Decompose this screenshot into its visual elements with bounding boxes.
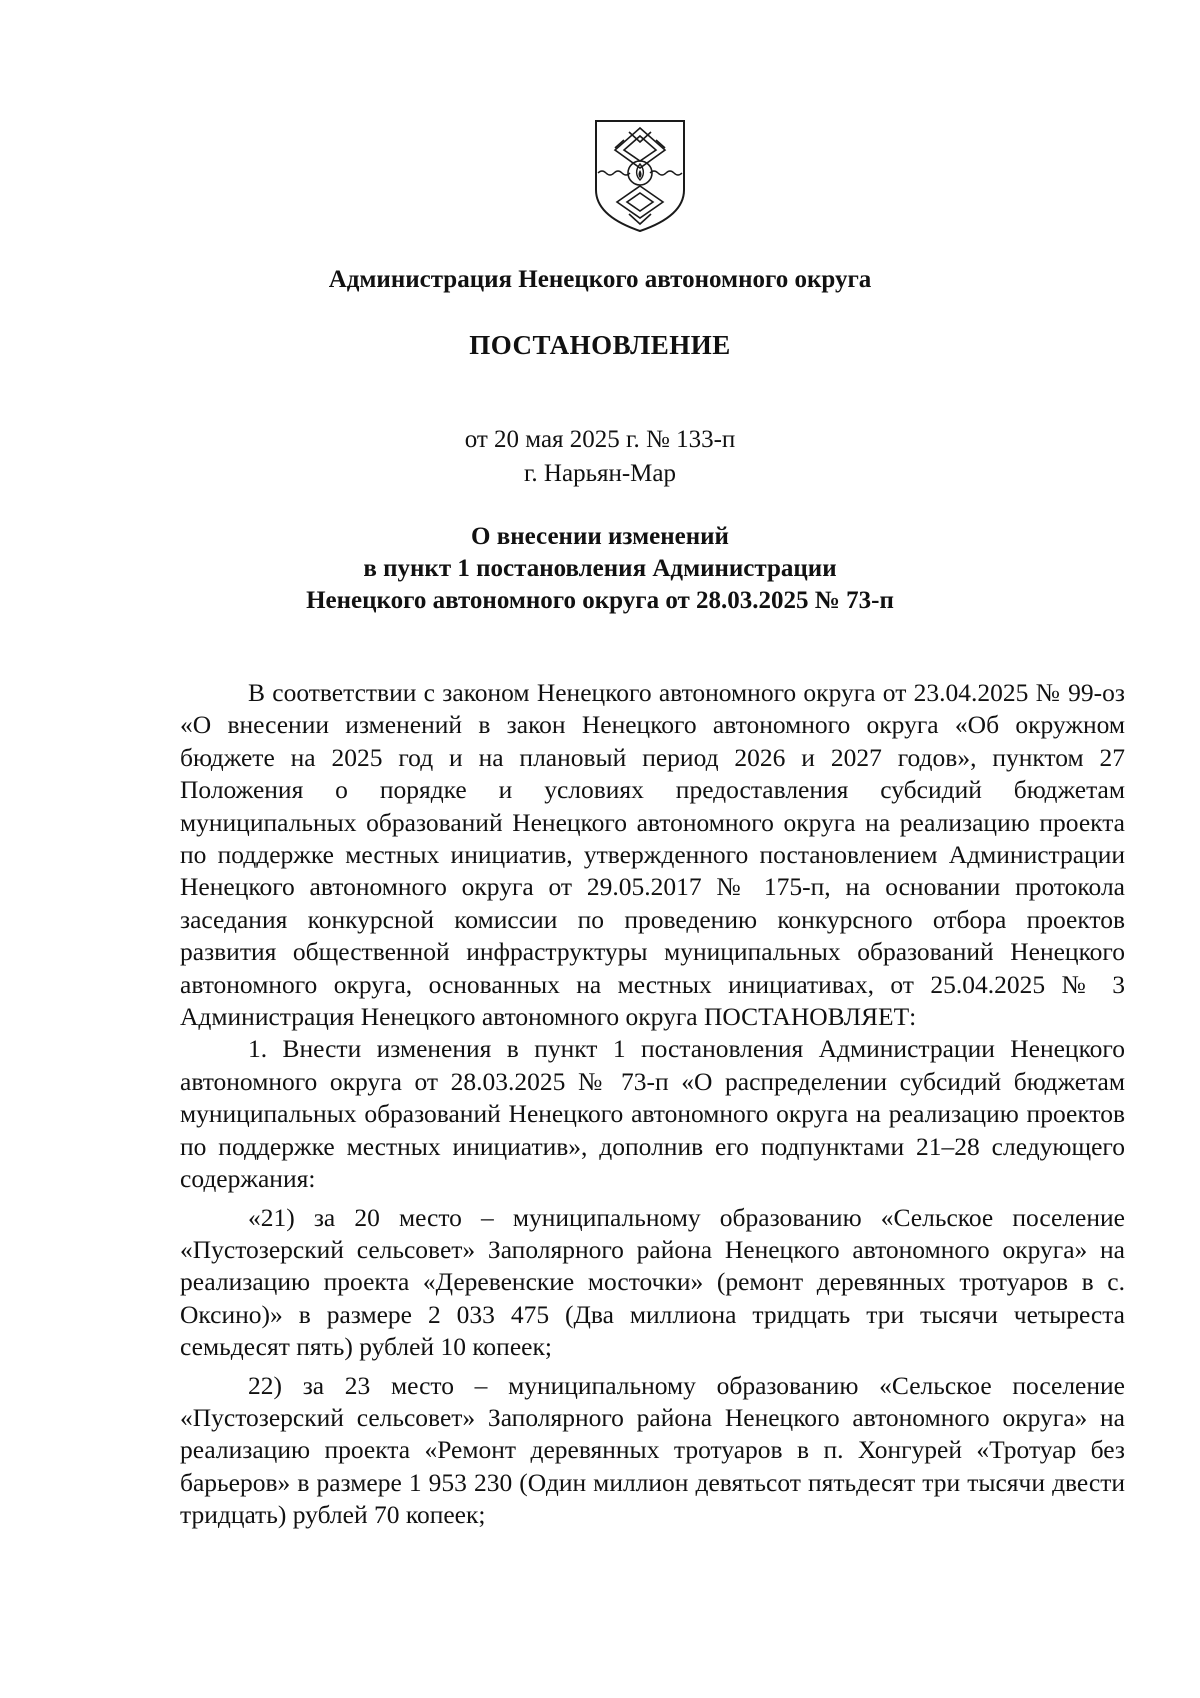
document-city: г. Нарьян-Мар: [523, 460, 676, 487]
title-line-3: Ненецкого автономного округа от 28.03.2025 № 73-п: [306, 587, 894, 614]
coat-of-arms-icon: [593, 118, 687, 234]
item-1-paragraph: 1. Внести изменения в пункт 1 постановления Администрации Ненецкого автономного округа от 28.03.2025 № 73-п «О распределении субсидий бюджетам муниципальных образований Ненецкого автономного округа на реализацию проектов по поддержке местных инициатив», дополнив его подпунктами 21–28 следующего содержания:: [180, 1034, 1125, 1194]
document-date-number: от 20 мая 2025 г. № 133-п: [464, 426, 736, 453]
subitem-21-paragraph: «21) за 20 место – муниципальному образованию «Сельское поселение «Пустозерский сельсовет» Заполярного района Ненецкого автономного округа» на реализацию проекта «Деревенские мосточки» (ремонт деревянных тротуаров в с. Оксино)» в размере 2 033 475 (Два миллиона тридцать три тысячи четыреста семьдесят пять) рублей 10 копеек;: [180, 1202, 1125, 1362]
title-line-1: О внесении изменений: [471, 523, 729, 550]
document-title: [0, 521, 1200, 617]
preamble-paragraph: В соответствии с законом Ненецкого автономного округа от 23.04.2025 № 99-оз «О внесении изменений в закон Ненецкого автономного округа «Об окружном бюджете на 2025 год и на плановый период 2026 и 2027 годов», пунктом 27 Положения о порядке и условиях предоставления субсидий бюджетам муниципальных образований Ненецкого автономного округа на реализацию проекта по поддержке местных инициатив, утвержденного постановлением Администрации Ненецкого автономного округа от 29.05.2017 № 175-п, на основании протокола заседания конкурсной комиссии по проведению конкурсного отбора проектов развития общественной инфраструктуры муниципальных образований Ненецкого автономного округа, основанных на местных инициативах, от 25.04.2025 № 3 Администрация Ненецкого автономного округа ПОСТАНОВЛЯЕТ:: [180, 678, 1125, 1032]
organization-name: Администрация Ненецкого автономного округа: [328, 266, 872, 293]
subitem-22-paragraph: 22) за 23 место – муниципальному образованию «Сельское поселение «Пустозерский сельсовет» Заполярного района Ненецкого автономного округа» на реализацию проекта «Ремонт деревянных тротуаров в п. Хонгурей «Тротуар без барьеров» в размере 1 953 230 (Один миллион девятьсот пятьдесят три тысячи двести тридцать) рублей 70 копеек;: [180, 1370, 1125, 1530]
document-type: ПОСТАНОВЛЕНИЕ: [469, 330, 731, 360]
title-line-2: в пункт 1 постановления Администрации: [363, 555, 837, 582]
document-body: [180, 677, 1125, 1532]
